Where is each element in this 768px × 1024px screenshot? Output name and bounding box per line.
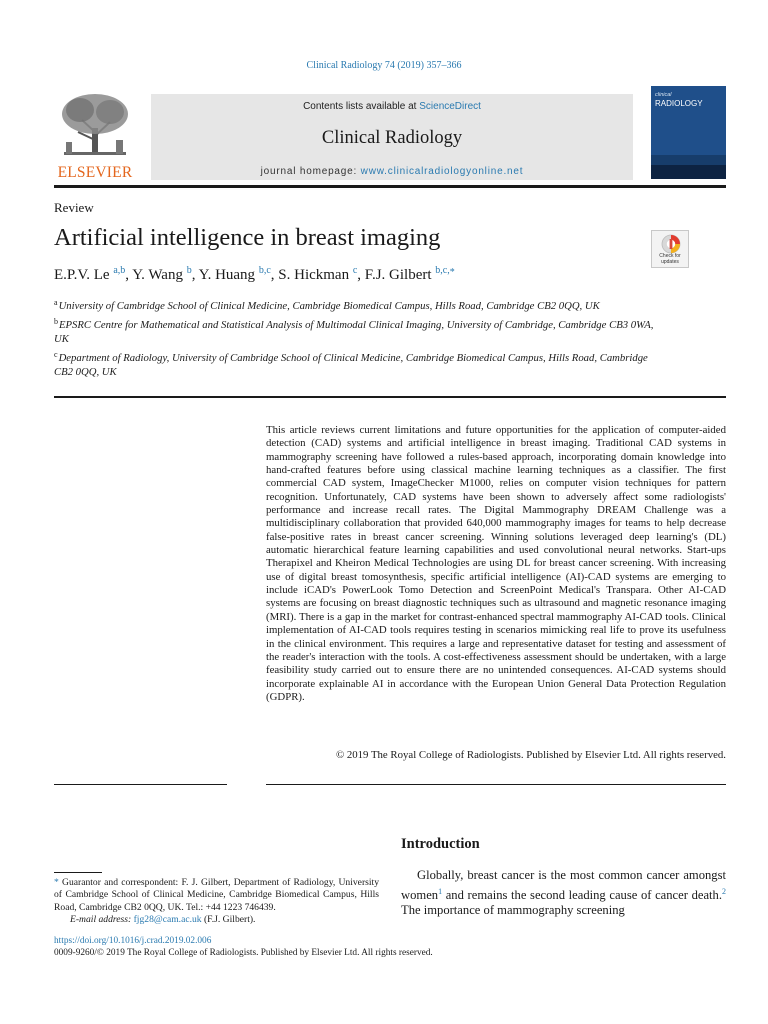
- affiliation-label: a: [54, 298, 58, 307]
- homepage-prefix: journal homepage:: [260, 166, 361, 177]
- left-column-divider: [54, 784, 227, 785]
- footnote-marker: *: [54, 877, 59, 888]
- footnote-text: Guarantor and correspondent: F. J. Gilbert, Department of Radiology, University of Cambridge School of Clinical Medicine, Cambridge Biomedical Campus, Hills Road, Cambridge CB2 0QQ, UK. Tel.: +44 1223 746439.: [54, 877, 379, 913]
- contents-availability: [151, 101, 633, 112]
- check-for-updates-button[interactable]: [651, 230, 689, 268]
- reference-link[interactable]: 2: [722, 886, 726, 896]
- cover-brand: clinical: [655, 92, 672, 98]
- journal-banner: [151, 94, 633, 180]
- footnote-divider: [54, 872, 102, 873]
- author-affiliation-link[interactable]: b: [186, 265, 192, 276]
- affiliation-label: c: [54, 349, 58, 359]
- intro-text-part: and remains the second leading cause of cancer death.: [442, 887, 722, 902]
- affiliation-text: EPSRC Centre for Mathematical and Statistical Analysis of Multimodal Clinical Imaging, University of Cambridge, Cambridge CB3 0WA, UK: [54, 318, 654, 346]
- affiliation-item: [54, 296, 654, 314]
- journal-homepage-link[interactable]: www.clinicalradiologyonline.net: [360, 166, 524, 177]
- cover-footer: [651, 165, 726, 179]
- author-affiliation-link[interactable]: c: [352, 265, 358, 276]
- introduction-heading: Introduction: [401, 836, 480, 852]
- intro-text-part: The importance of mammography screening: [401, 903, 625, 917]
- email-label: E-mail address:: [70, 913, 134, 925]
- contents-prefix: Contents lists available at: [303, 101, 420, 112]
- affiliation-item: [54, 348, 654, 380]
- corresponding-author-footnote: [54, 877, 379, 926]
- corresponding-author-mark[interactable]: *: [449, 267, 455, 278]
- affiliation-text: University of Cambridge School of Clinical Medicine, Cambridge Biomedical Campus, Hills Road, Cambridge CB2 0QQ, UK: [58, 300, 600, 312]
- author-name: Y. Huang: [198, 267, 256, 283]
- abstract-text: This article reviews current limitations and future opportunities for the application of computer-aided detection (CAD) systems and artificial intelligence in breast imaging. Traditional CAD systems in mammography screening have followed a rules-based approach, incorporating domain knowledge into hand-crafted features before using classical machine learning techniques as a classifier. The first commercial CAD system, ImageChecker M1000, relies on computer vision techniques for pattern recognition. Unfortunately, CAD systems have been shown to adversely affect some radiologists' performance and increase recall rates. The Digital Mammography DREAM Challenge was a multidisciplinary collaboration that provided 640,000 mammography images for teams to help decrease false-positive rates in breast cancer screening. Winning solutions leveraged deep learning's (DL) automatic hierarchical feature learning capabilities and used convolutional neural networks. Start-ups Therapixel and Kheiron Medical Technologies are using DL for breast cancer screening. With increasing use of digital breast tomosynthesis, specific artificial intelligence (AI)-CAD systems are emerging to include iCAD's PowerLook Tomo Detection and ScreenPoint Medical's Transpara. Other AI-CAD systems are focusing on breast diagnostic techniques such as ultrasound and magnetic resonance imaging (MRI). There is a gap in the market for contrast-enhanced spectral mammography AI-CAD tools. Clinical implementation of AI-CAD tools requires testing in scenarios mimicking real life to prove its usefulness in the clinical environment. This requires a large and representative dataset for testing and assessment of the reader's interaction with the tools. A cost-effectiveness assessment should be undertaken, with a large feasibility study carried out to ensure there are no unintended consequences. AI-CAD systems should incorporate explainable AI in accordance with the European Union General Data Protection Regulation (GDPR).: [266, 424, 726, 703]
- author-affiliation-link[interactable]: b,c,: [435, 265, 450, 276]
- sciencedirect-link[interactable]: ScienceDirect: [419, 101, 481, 112]
- journal-citation-link[interactable]: Clinical Radiology 74 (2019) 357–366: [306, 60, 462, 71]
- author-affiliation-link[interactable]: a,b: [113, 265, 126, 276]
- author-name: F.J. Gilbert: [364, 267, 432, 283]
- author-name: Y. Wang: [132, 267, 183, 283]
- header-divider: [54, 396, 726, 398]
- doi-link[interactable]: https://doi.org/10.1016/j.crad.2019.02.006: [54, 936, 212, 946]
- publisher-logo-text: ELSEVIER: [57, 164, 133, 181]
- journal-name: Clinical Radiology: [321, 128, 463, 148]
- cover-title: RADIOLOGY: [655, 99, 703, 108]
- author-affiliation-link[interactable]: b,c: [258, 265, 271, 276]
- journal-masthead: [54, 86, 726, 182]
- article-title: Artificial intelligence in breast imaging: [54, 224, 441, 251]
- abstract-copyright: © 2019 The Royal College of Radiologists. Published by Elsevier Ltd. All rights reserved.: [335, 749, 726, 761]
- author-name: S. Hickman: [278, 267, 350, 283]
- masthead-divider: [54, 185, 726, 188]
- crossmark-label: Check for updates: [659, 253, 681, 265]
- article-type: Review: [54, 200, 94, 215]
- email-owner: (F.J. Gilbert).: [201, 913, 256, 925]
- crossmark-icon: [661, 234, 681, 254]
- affiliation-label: b: [54, 316, 58, 326]
- publisher-logo[interactable]: [54, 92, 136, 180]
- reference-link[interactable]: 1: [438, 886, 443, 896]
- intro-text-part: Globally, breast cancer is the most common cancer amongst women: [401, 868, 726, 902]
- author-list: E.P.V. Le $^{a,b}$, Y. Wang $^b$, Y. Huang $^{b,c}$, S. Hickman $^c$, F.J. Gilbert $^{b,c,*}$: [54, 265, 455, 283]
- footnote-email-line: [54, 914, 379, 926]
- journal-homepage: [151, 166, 633, 177]
- affiliation-list: [54, 296, 654, 381]
- journal-cover-thumbnail[interactable]: [651, 86, 726, 179]
- introduction-paragraph: [401, 868, 726, 919]
- cover-band: [651, 155, 726, 165]
- footnote-body: [54, 877, 379, 914]
- email-link[interactable]: fjg28@cam.ac.uk: [133, 913, 202, 925]
- elsevier-tree-icon: [58, 92, 132, 160]
- affiliation-item: [54, 315, 654, 347]
- abstract-divider: [266, 784, 726, 785]
- affiliation-text: Department of Radiology, University of Cambridge School of Clinical Medicine, Cambridge Biomedical Campus, Hills Road, Cambridge CB2 0QQ, UK: [54, 351, 648, 379]
- author-name: E.P.V. Le: [54, 267, 110, 283]
- issn-copyright-line: 0009-9260/© 2019 The Royal College of Radiologists. Published by Elsevier Ltd. All rights reserved.: [54, 948, 433, 958]
